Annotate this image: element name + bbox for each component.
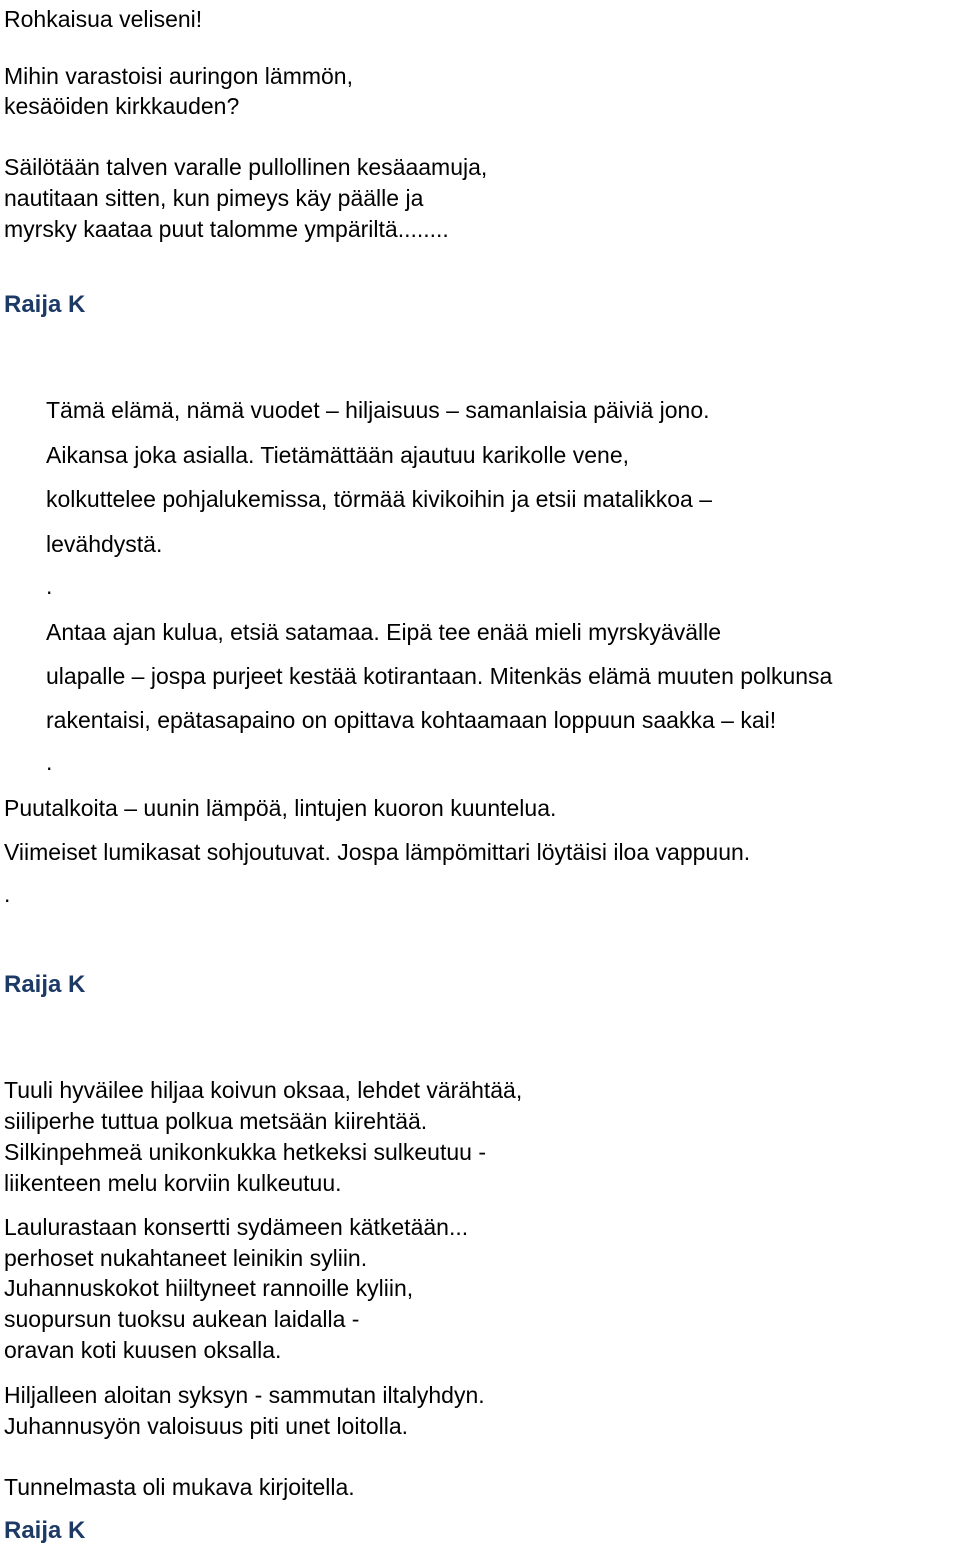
poem-line: Juhannusyön valoisuus piti unet loitolla. xyxy=(4,1413,409,1439)
prose-line: Viimeiset lumikasat sohjoutuvat. Jospa lämpömittari löytäisi iloa vappuun. xyxy=(4,839,751,865)
closing-line: Tunnelmasta oli mukava kirjoitella. xyxy=(4,1474,355,1500)
author-signature: Raija K xyxy=(4,1517,86,1544)
poem-line: Juhannuskokot hiiltyneet rannoille kyliin, xyxy=(4,1275,414,1301)
poem-line: kesäöiden kirkkauden? xyxy=(4,93,240,119)
poem-line: Mihin varastoisi auringon lämmön, xyxy=(4,63,353,89)
prose-line: kolkuttelee pohjalukemissa, törmää kivikoihin ja etsii matalikkoa – xyxy=(46,486,713,512)
author-signature: Raija K xyxy=(4,291,86,318)
poem-line: Hiljalleen aloitan syksyn - sammutan iltalyhdyn. xyxy=(4,1382,485,1408)
separator-dot: . xyxy=(4,881,11,907)
prose-line: levähdystä. xyxy=(46,531,163,557)
prose-line: Aikansa joka asialla. Tietämättään ajautuu karikolle vene, xyxy=(46,442,630,468)
poem-line: Säilötään talven varalle pullollinen kesäaamuja, xyxy=(4,154,488,180)
separator-dot: . xyxy=(46,573,53,599)
prose-line: Tämä elämä, nämä vuodet – hiljaisuus – samanlaisia päiviä jono. xyxy=(46,397,710,423)
author-signature: Raija K xyxy=(4,971,86,998)
poem-line: perhoset nukahtaneet leinikin syliin. xyxy=(4,1245,368,1271)
poem-line: myrsky kaataa puut talomme ympäriltä........ xyxy=(4,216,449,242)
prose-line: Antaa ajan kulua, etsiä satamaa. Eipä tee enää mieli myrskyävälle xyxy=(46,619,722,645)
poem-line: siiliperhe tuttua polkua metsään kiirehtää. xyxy=(4,1108,428,1134)
poem-line: suopursun tuoksu aukean laidalla - xyxy=(4,1306,360,1332)
prose-line: ulapalle – jospa purjeet kestää kotirantaan. Mitenkäs elämä muuten polkunsa xyxy=(46,663,833,689)
poem-line: liikenteen melu korviin kulkeutuu. xyxy=(4,1170,342,1196)
poem-line: Laulurastaan konsertti sydämeen kätketään... xyxy=(4,1214,469,1240)
prose-line: Puutalkoita – uunin lämpöä, lintujen kuoron kuuntelua. xyxy=(4,795,557,821)
poem-line: nautitaan sitten, kun pimeys käy päälle ja xyxy=(4,185,424,211)
poem-line: Silkinpehmeä unikonkukka hetkeksi sulkeutuu - xyxy=(4,1139,486,1165)
prose-line: rakentaisi, epätasapaino on opittava kohtaamaan loppuun saakka – kai! xyxy=(46,707,777,733)
greeting-line: Rohkaisua veliseni! xyxy=(4,6,203,32)
poem-line: Tuuli hyväilee hiljaa koivun oksaa, lehdet värähtää, xyxy=(4,1077,523,1103)
poem-line: oravan koti kuusen oksalla. xyxy=(4,1337,282,1363)
separator-dot: . xyxy=(46,749,53,775)
